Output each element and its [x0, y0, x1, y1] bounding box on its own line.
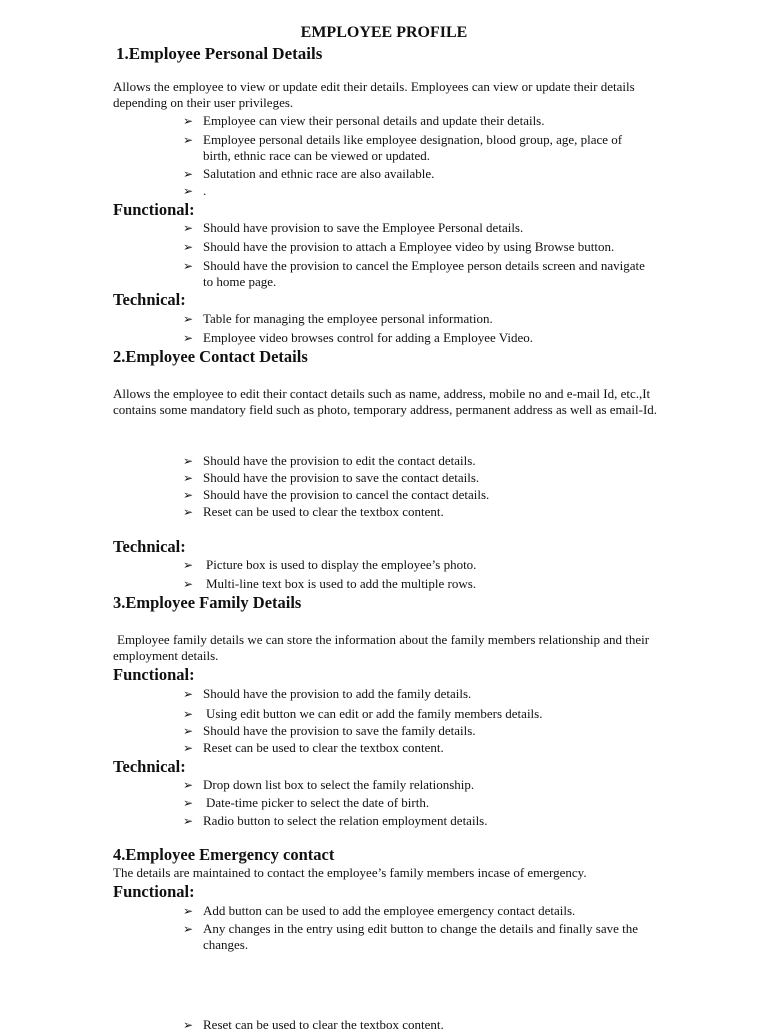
- list-item: ➢ Picture box is used to display the employee’s photo.: [183, 557, 477, 572]
- arrow-bullet-icon: ➢: [183, 707, 194, 721]
- list-item: ➢ Should have the provision to add the family details.: [183, 686, 472, 701]
- arrow-bullet-icon: ➢: [183, 184, 194, 198]
- section-1-heading: 1.Employee Personal Details: [116, 44, 323, 63]
- list-item: ➢ .: [183, 183, 207, 198]
- list-item: ➢ Any changes in the entry using edit button to change the details and finally save the changes.: [183, 921, 639, 952]
- list-item: ➢ Drop down list box to select the family relationship.: [183, 777, 475, 792]
- arrow-bullet-icon: ➢: [183, 687, 194, 701]
- list-item: ➢ Multi-line text box is used to add the multiple rows.: [183, 576, 477, 591]
- functional-label: Functional:: [113, 882, 195, 901]
- section-4-heading: 4.Employee Emergency contact: [113, 845, 335, 864]
- list-item: ➢ Salutation and ethnic race are also available.: [183, 166, 435, 181]
- arrow-bullet-icon: ➢: [183, 114, 194, 128]
- arrow-bullet-icon: ➢: [183, 1018, 194, 1032]
- list-item: ➢ Date-time picker to select the date of birth.: [183, 795, 430, 810]
- arrow-bullet-icon: ➢: [183, 312, 194, 326]
- list-item: ➢ Reset can be used to clear the textbox content.: [183, 1017, 444, 1032]
- list-item: ➢ Table for managing the employee personal information.: [183, 311, 493, 326]
- list-item: ➢ Employee video browses control for adding a Employee Video.: [183, 330, 534, 345]
- arrow-bullet-icon: ➢: [183, 922, 194, 936]
- section-2-heading: 2.Employee Contact Details: [113, 347, 308, 366]
- section-2-intro: Allows the employee to edit their contact details such as name, address, mobile no and e-mail Id, etc.,It contains some mandatory field such as photo, temporary address, permanent address as well as email-Id.: [113, 386, 658, 417]
- list-item: ➢ Using edit button we can edit or add the family members details.: [183, 706, 543, 721]
- functional-label: Functional:: [113, 200, 195, 219]
- list-item: ➢ Employee personal details like employee designation, blood group, age, place of birth, ethnic race can be viewed or updated.: [183, 132, 623, 163]
- document-title: EMPLOYEE PROFILE: [300, 24, 468, 41]
- arrow-bullet-icon: ➢: [183, 133, 194, 147]
- arrow-bullet-icon: ➢: [183, 240, 194, 254]
- arrow-bullet-icon: ➢: [183, 259, 194, 273]
- arrow-bullet-icon: ➢: [183, 904, 194, 918]
- section-3-intro: Employee family details we can store the information about the family members relationship and their employment details.: [113, 632, 650, 663]
- section-3-heading: 3.Employee Family Details: [113, 593, 302, 612]
- arrow-bullet-icon: ➢: [183, 724, 194, 738]
- functional-label: Functional:: [113, 665, 195, 684]
- arrow-bullet-icon: ➢: [183, 796, 194, 810]
- list-item: ➢ Should have the provision to save the contact details.: [183, 470, 480, 485]
- section-4-intro: The details are maintained to contact the employee’s family members incase of emergency.: [113, 865, 587, 880]
- arrow-bullet-icon: ➢: [183, 221, 194, 235]
- list-item: ➢ Should have the provision to save the family details.: [183, 723, 476, 738]
- arrow-bullet-icon: ➢: [183, 741, 194, 755]
- list-item: ➢ Should have the provision to edit the contact details.: [183, 453, 476, 468]
- arrow-bullet-icon: ➢: [183, 558, 194, 572]
- list-item: ➢ Add button can be used to add the employee emergency contact details.: [183, 903, 576, 918]
- technical-label: Technical:: [113, 537, 186, 556]
- section-1-intro: Allows the employee to view or update edit their details. Employees can view or update their details depending on their user privileges.: [113, 79, 635, 110]
- arrow-bullet-icon: ➢: [183, 505, 194, 519]
- list-item: ➢ Reset can be used to clear the textbox content.: [183, 504, 444, 519]
- arrow-bullet-icon: ➢: [183, 167, 194, 181]
- list-item: ➢ Should have provision to save the Employee Personal details.: [183, 220, 524, 235]
- arrow-bullet-icon: ➢: [183, 471, 194, 485]
- arrow-bullet-icon: ➢: [183, 814, 194, 828]
- list-item: ➢ Radio button to select the relation employment details.: [183, 813, 488, 828]
- list-item: ➢ Employee can view their personal details and update their details.: [183, 113, 545, 128]
- list-item: ➢ Reset can be used to clear the textbox content.: [183, 740, 444, 755]
- arrow-bullet-icon: ➢: [183, 778, 194, 792]
- arrow-bullet-icon: ➢: [183, 454, 194, 468]
- list-item: ➢ Should have the provision to attach a Employee video by using Browse button.: [183, 239, 615, 254]
- arrow-bullet-icon: ➢: [183, 331, 194, 345]
- technical-label: Technical:: [113, 757, 186, 776]
- arrow-bullet-icon: ➢: [183, 488, 194, 502]
- technical-label: Technical:: [113, 290, 186, 309]
- list-item: ➢ Should have the provision to cancel the Employee person details screen and navigate to home page.: [183, 258, 645, 289]
- list-item: ➢ Should have the provision to cancel the contact details.: [183, 487, 490, 502]
- arrow-bullet-icon: ➢: [183, 577, 194, 591]
